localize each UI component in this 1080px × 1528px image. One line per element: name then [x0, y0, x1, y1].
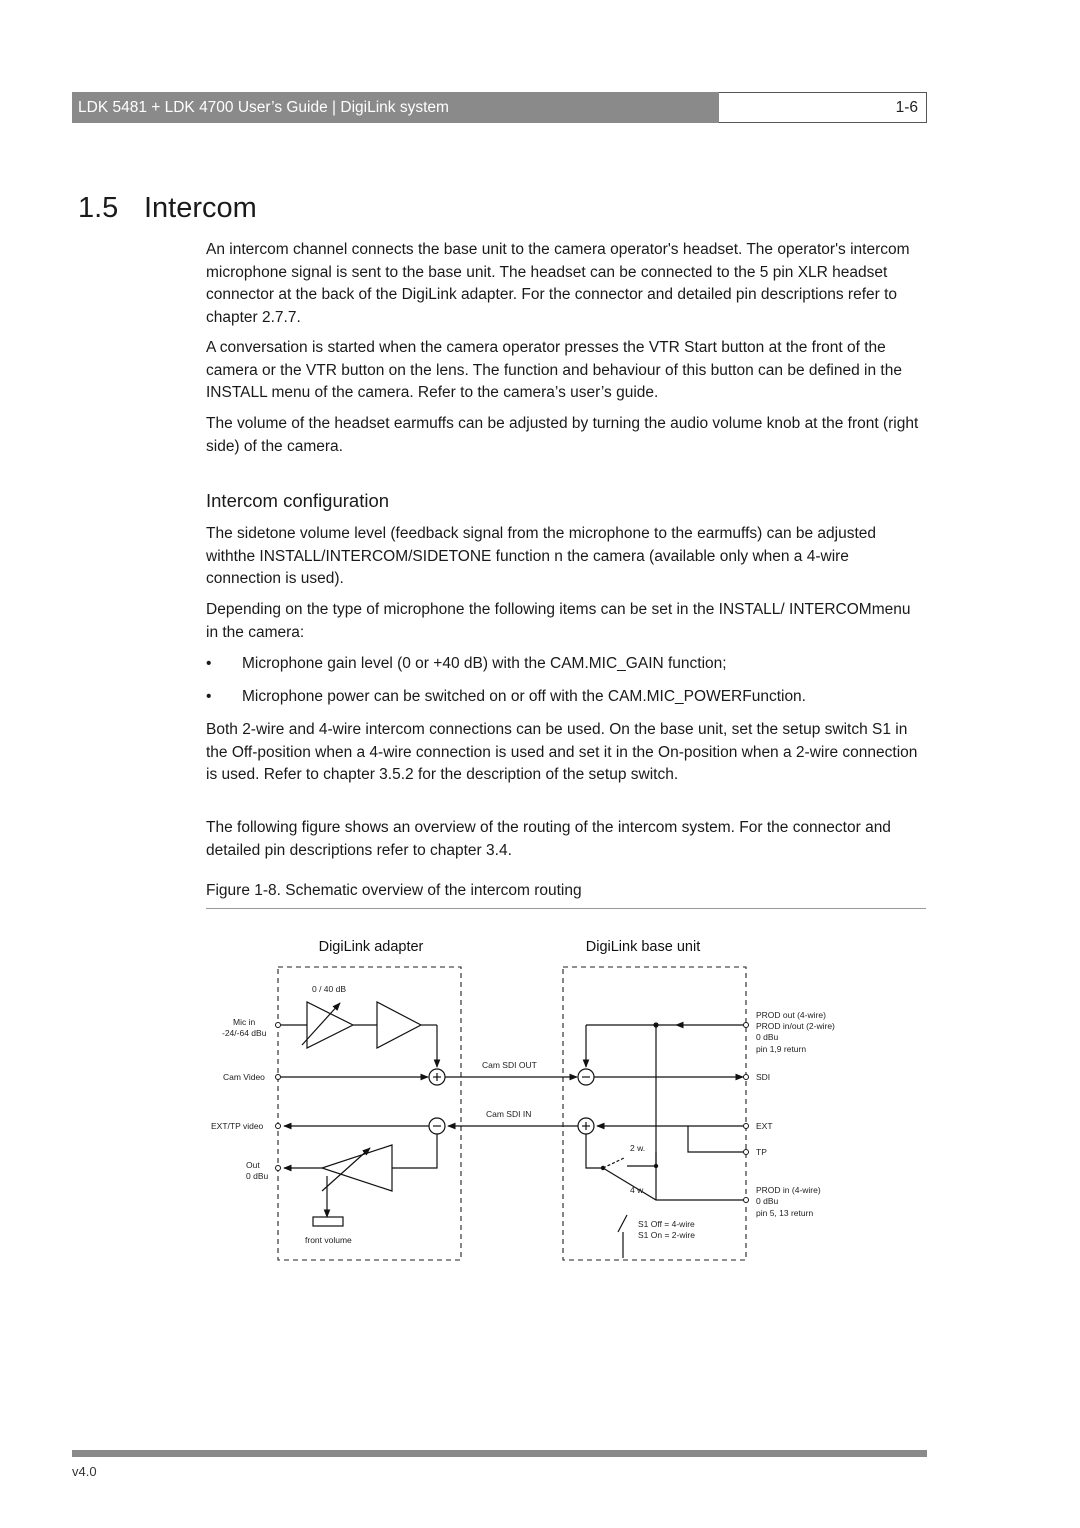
- config-paragraph-2: Depending on the type of microphone the following items can be set in the INSTALL/ INTERCOMmenu in the camera:: [206, 601, 911, 641]
- mic-in-label: Mic in: [233, 1017, 256, 1027]
- prod-level-label: 0 dBu: [756, 1032, 779, 1042]
- bullet-marker: •: [206, 688, 212, 705]
- paragraph-1: An intercom channel connects the base unit to the camera operator's headset. The operator's intercom microphone signal is sent to the base unit. The headset can be connected to the 5 pin XLR headset connector at the back of the DigiLink adapter. For the connector and detailed pin descriptions refer to chapter 2.7.7.: [206, 241, 910, 326]
- tp-terminal: [744, 1150, 749, 1155]
- page-number: 1-6: [719, 92, 927, 123]
- earmuff-amplifier: [322, 1145, 392, 1191]
- paragraph-2: A conversation is started when the camera operator presses the VTR Start button at the front of the camera or the VTR button on the lens. The function and behaviour of this button can be defined in the INSTALL menu of the camera. Refer to the camera’s user’s guide.: [206, 339, 902, 401]
- base-unit-box: [563, 967, 746, 1260]
- ext-terminal: [744, 1124, 749, 1129]
- sdi-terminal: [744, 1075, 749, 1080]
- base-unit-title: DigiLink base unit: [585, 939, 701, 955]
- prod-in-terminal: [744, 1198, 749, 1203]
- ext-label: EXT: [756, 1121, 773, 1131]
- cam-sdi-in-label: Cam SDI IN: [486, 1109, 532, 1119]
- front-volume-label: front volume: [305, 1235, 352, 1245]
- bullet-marker: •: [206, 655, 212, 672]
- mic-in-terminal: [276, 1023, 281, 1028]
- out-terminal: [276, 1166, 281, 1171]
- section-title: Intercom: [144, 192, 257, 224]
- bullet-text: Microphone gain level (0 or +40 dB) with the CAM.MIC_GAIN function;: [242, 655, 727, 672]
- four-wire-label: 4 w.: [630, 1185, 646, 1195]
- s1-off-label: S1 Off = 4-wire: [638, 1219, 695, 1229]
- two-wire-label: 2 w.: [630, 1143, 646, 1153]
- footer-bar: [72, 1450, 927, 1457]
- config-paragraph-4: The following figure shows an overview of the routing of the intercom system. For the connector and detailed pin descriptions refer to chapter 3.4.: [206, 819, 891, 859]
- cam-video-terminal: [276, 1075, 281, 1080]
- tp-label: TP: [756, 1147, 767, 1157]
- header-title: LDK 5481 + LDK 4700 User’s Guide | DigiLink system: [72, 92, 719, 123]
- section-number: 1.5: [78, 192, 119, 224]
- mic-level-label: -24/-64 dBu: [222, 1028, 267, 1038]
- prod-in-label: PROD in (4-wire): [756, 1185, 821, 1195]
- mic-gain-amplifier: [307, 1002, 353, 1048]
- adapter-title: DigiLink adapter: [318, 939, 424, 955]
- mic-amplifier: [377, 1002, 421, 1048]
- adapter-box: [278, 967, 461, 1260]
- s1-on-label: S1 On = 2-wire: [638, 1230, 695, 1240]
- prod-in-level-label: 0 dBu: [756, 1196, 779, 1206]
- prod-inout-label: PROD in/out (2-wire): [756, 1021, 835, 1031]
- paragraph-3: The volume of the headset earmuffs can be adjusted by turning the audio volume knob at the front (right side) of the camera.: [206, 415, 919, 455]
- prod-out-terminal: [744, 1023, 749, 1028]
- gain-label: 0 / 40 dB: [312, 984, 347, 994]
- ext-tp-video-label: EXT/TP video: [211, 1121, 264, 1131]
- sdi-label: SDI: [756, 1072, 771, 1082]
- prod-in-pins-label: pin 5, 13 return: [756, 1208, 814, 1218]
- cam-sdi-out-label: Cam SDI OUT: [482, 1060, 537, 1070]
- version-label: v4.0: [72, 1464, 97, 1479]
- front-volume-control: [313, 1217, 343, 1226]
- bullet-text: Microphone power can be switched on or off with the CAM.MIC_POWERFunction.: [242, 688, 806, 705]
- config-paragraph-1: The sidetone volume level (feedback signal from the microphone to the earmuffs) can be adjusted withthe INSTALL/INTERCOM/SIDETONE function n the camera (available only when a 4-wire connection is used).: [206, 525, 877, 587]
- out-label: Out: [246, 1160, 260, 1170]
- subsection-title: Intercom configuration: [206, 490, 390, 511]
- prod-pins-label: pin 1,9 return: [756, 1044, 807, 1054]
- config-paragraph-3: Both 2-wire and 4-wire intercom connections can be used. On the base unit, set the setup switch S1 in the Off-position when a 4-wire connection is used and set it in the On-position when a 2-wire connection is used. Refer to chapter 3.5.2 for the description of the setup switch.: [206, 721, 918, 783]
- cam-video-label: Cam Video: [223, 1072, 265, 1082]
- figure-caption: Figure 1-8. Schematic overview of the intercom routing: [206, 882, 582, 899]
- out-level-label: 0 dBu: [246, 1171, 269, 1181]
- prod-out-label: PROD out (4-wire): [756, 1010, 826, 1020]
- ext-tp-terminal: [276, 1124, 281, 1129]
